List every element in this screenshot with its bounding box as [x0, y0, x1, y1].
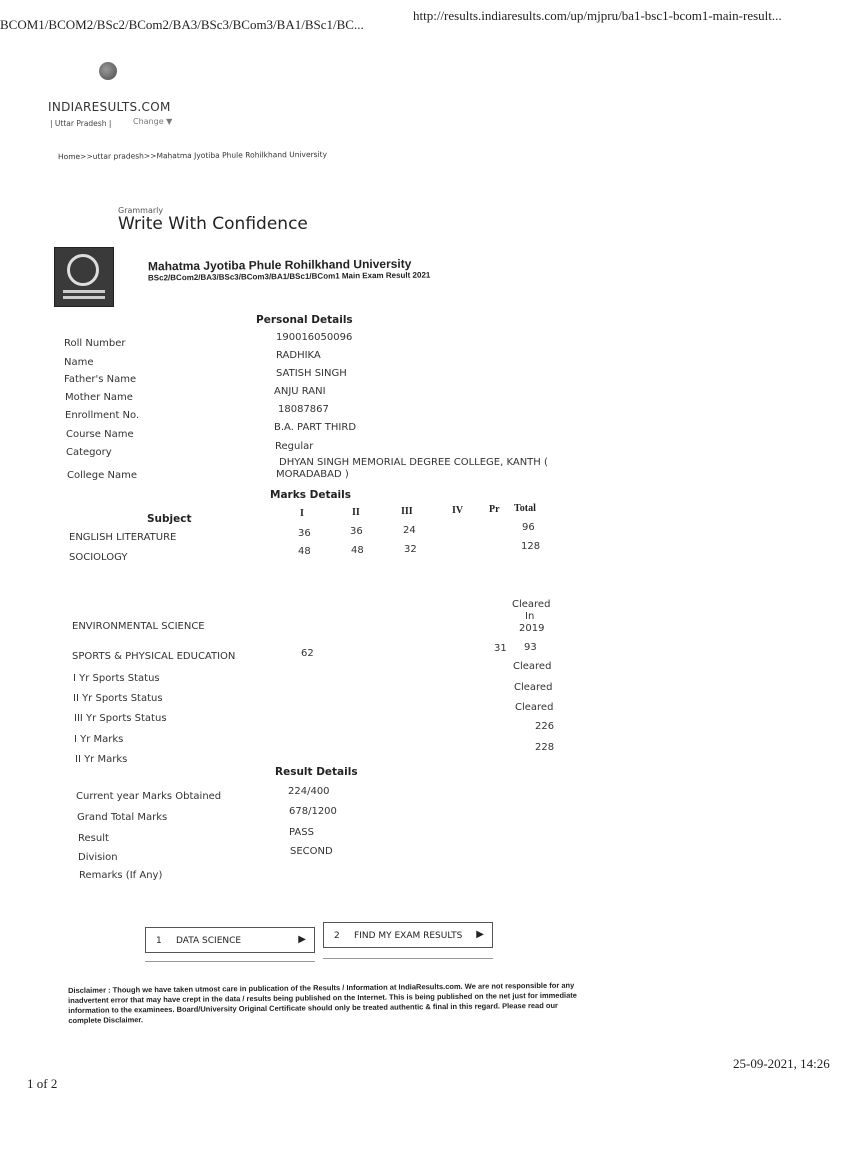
father-name-label: Father's Name [64, 374, 137, 385]
print-page-title: BCOM1/BCOM2/BSc2/BCom2/BA3/BSc3/BCom3/BA1/BSc1/BC... [0, 17, 364, 32]
university-name: Mahatma Jyotiba Phule Rohilkhand University [147, 256, 412, 274]
print-page-number: 1 of 2 [27, 1076, 58, 1091]
sports-status-value: Cleared [515, 702, 554, 713]
year-marks-value: 228 [535, 742, 555, 753]
sports-mark-pr: 31 [494, 643, 507, 654]
site-logo[interactable]: INDIARESULTS.COM [48, 100, 171, 114]
subject-total: 128 [521, 541, 541, 552]
sports-status-label: II Yr Sports Status [73, 693, 163, 704]
category-value: Regular [275, 441, 314, 452]
subject-mark-ii: 48 [351, 545, 364, 556]
current-year-marks-label: Current year Marks Obtained [76, 791, 222, 802]
subject-mark-ii: 36 [350, 526, 363, 537]
sports-mark-i: 62 [301, 648, 314, 659]
year-marks-label: I Yr Marks [74, 734, 124, 745]
grand-total-value: 678/1200 [289, 806, 337, 817]
link-divider [323, 958, 493, 959]
play-arrow-icon: ▶ [476, 929, 484, 940]
course-name-value: B.A. PART THIRD [274, 422, 357, 433]
current-year-marks-value: 224/400 [288, 786, 330, 797]
name-value: RADHIKA [276, 350, 321, 361]
subject-total: 96 [522, 522, 535, 533]
col-header-ii: II [352, 507, 360, 518]
result-value: PASS [289, 827, 314, 838]
subject-name: SOCIOLOGY [69, 552, 128, 563]
year-marks-value: 226 [535, 721, 555, 732]
division-value: SECOND [290, 846, 333, 857]
college-name-value-line2: MORADABAD ) [276, 469, 349, 480]
result-label: Result [78, 833, 109, 844]
father-name-value: SATISH SINGH [276, 368, 347, 379]
subject-column-header: Subject [147, 513, 192, 525]
link-divider [145, 961, 315, 962]
roll-number-label: Roll Number [64, 338, 126, 349]
year-marks-label: II Yr Marks [75, 754, 128, 765]
college-name-value-line1: DHYAN SINGH MEMORIAL DEGREE COLLEGE, KANTH ( [279, 457, 548, 468]
env-science-status-line3: 2019 [519, 623, 545, 634]
env-science-status-line1: Cleared [512, 599, 551, 610]
link-number: 1 [156, 936, 162, 946]
enrollment-value: 18087867 [278, 404, 329, 415]
col-header-iv: IV [452, 505, 464, 516]
sports-status-label: III Yr Sports Status [74, 713, 167, 724]
subject-mark-i: 36 [298, 528, 311, 539]
roll-number-value: 190016050096 [276, 332, 353, 343]
link-label: DATA SCIENCE [176, 936, 242, 946]
link-number: 2 [334, 931, 340, 941]
col-header-iii: III [401, 506, 413, 517]
subject-name: ENGLISH LITERATURE [69, 532, 177, 543]
site-logo-icon [99, 62, 117, 80]
subject-mark-i: 48 [298, 546, 311, 557]
state-label: | Uttar Pradesh | [50, 119, 112, 128]
find-my-exam-results-link[interactable] [323, 922, 493, 948]
data-science-link[interactable] [145, 927, 315, 953]
subject-mark-iii: 24 [403, 525, 416, 536]
mother-name-value: ANJU RANI [274, 386, 326, 397]
sports-status-label: I Yr Sports Status [73, 673, 160, 684]
course-name-label: Course Name [66, 429, 134, 440]
ad-brand: Grammarly [118, 206, 164, 215]
change-state-link[interactable]: Change ▼ [133, 117, 173, 126]
print-datetime: 25-09-2021, 14:26 [733, 1056, 830, 1071]
category-label: Category [66, 447, 112, 458]
disclaimer-text: Disclaimer : Though we have taken utmost care in publication of the Results / Information at IndiaResults.com. We are not responsible for any inadvertent error that may have crept in the data / results being published on the Internet. This is being published on the net just for immediate information to the examinees. Board/University Original Certificate should only be treated authentic & final in this regard. Please read our complete Disclaimer. [68, 980, 577, 1025]
env-science-status-line2: In [525, 611, 535, 622]
mother-name-label: Mother Name [65, 392, 133, 403]
col-header-total: Total [514, 503, 536, 514]
personal-details-heading: Personal Details [256, 314, 353, 326]
col-header-i: I [300, 508, 304, 519]
sports-subject-name: SPORTS & PHYSICAL EDUCATION [72, 651, 236, 662]
ad-headline[interactable]: Write With Confidence [118, 214, 308, 234]
enrollment-label: Enrollment No. [65, 410, 140, 421]
remarks-label: Remarks (If Any) [79, 870, 163, 881]
exam-name: BSc2/BCom2/BA3/BSc3/BCom3/BA1/BSc1/BCom1 Main Exam Result 2021 [147, 270, 431, 283]
env-science-name: ENVIRONMENTAL SCIENCE [72, 621, 205, 632]
col-header-pr: Pr [489, 504, 500, 515]
breadcrumb[interactable]: Home>>uttar pradesh>>Mahatma Jyotiba Phule Rohilkhand University [57, 149, 328, 162]
sports-status-value: Cleared [513, 661, 552, 672]
subject-mark-iii: 32 [404, 544, 417, 555]
university-seal-icon [54, 247, 114, 307]
grand-total-label: Grand Total Marks [77, 812, 168, 823]
marks-details-heading: Marks Details [270, 489, 351, 501]
link-label: FIND MY EXAM RESULTS [354, 931, 463, 941]
college-name-label: College Name [67, 470, 137, 481]
sports-status-value: Cleared [514, 682, 553, 693]
division-label: Division [78, 852, 118, 863]
result-details-heading: Result Details [275, 766, 358, 778]
sports-total: 93 [524, 642, 537, 653]
print-url: http://results.indiaresults.com/up/mjpru/ba1-bsc1-bcom1-main-result... [413, 8, 782, 23]
play-arrow-icon: ▶ [298, 934, 306, 945]
name-label: Name [64, 357, 94, 368]
